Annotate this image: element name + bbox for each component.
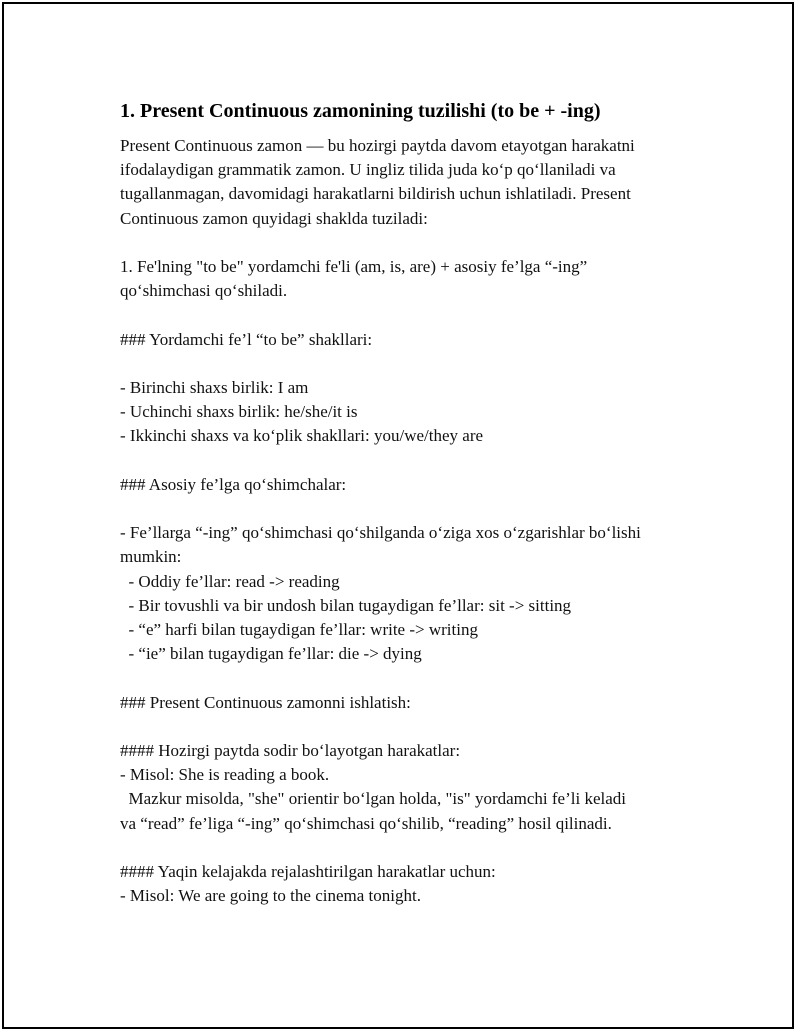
text-line: qo‘shimchasi qo‘shiladi. (120, 281, 288, 301)
text-line: Mazkur misolda, "she" orientir bo‘lgan holda, "is" yordamchi fe’li keladi (120, 789, 626, 809)
text-line: - Ikkinchi shaxs va ko‘plik shakllari: you/we/they are (120, 426, 484, 446)
text-line: - Birinchi shaxs birlik: I am (120, 377, 309, 397)
text-line: ifodalaydigan grammatik zamon. U ingliz tilida juda ko‘p qo‘llaniladi va (120, 160, 616, 180)
text-line: ### Yordamchi fe’l “to be” shakllari: (120, 329, 373, 349)
text-line: - Bir tovushli va bir undosh bilan tugaydigan fe’llar: sit -> sitting (120, 595, 572, 615)
text-line: - Fe’llarga “-ing” qo‘shimchasi qo‘shilganda o‘ziga xos o‘zgarishlar bo‘lishi (120, 523, 641, 543)
text-line: tugallanmagan, davomidagi harakatlarni bildirish uchun ishlatiladi. Present (120, 184, 631, 204)
blank-line (120, 449, 700, 473)
text-line: - Misol: She is reading a book. (120, 765, 330, 785)
document-body (120, 98, 700, 908)
blank-line (120, 666, 700, 690)
text-line: va “read” fe’liga “-ing” qo‘shimchasi qo‘shilib, “reading” hosil qilinadi. (120, 813, 612, 833)
blank-line (120, 836, 700, 860)
page (2, 2, 794, 1029)
text-line: #### Hozirgi paytda sodir bo‘layotgan harakatlar: (120, 740, 461, 760)
text-line: Continuous zamon quyidagi shaklda tuziladi: (120, 208, 428, 228)
text-line: - “ie” bilan tugaydigan fe’llar: die -> dying (120, 644, 422, 664)
document-text (120, 134, 700, 908)
blank-line (120, 715, 700, 739)
text-line: - Misol: We are going to the cinema tonight. (120, 886, 421, 906)
text-line: mumkin: (120, 547, 182, 567)
blank-line (120, 231, 700, 255)
text-line: Present Continuous zamon — bu hozirgi paytda davom etayotgan harakatni (120, 136, 635, 155)
blank-line (120, 352, 700, 376)
text-line: ### Present Continuous zamonni ishlatish: (120, 692, 411, 712)
text-line: #### Yaqin kelajakda rejalashtirilgan harakatlar uchun: (120, 861, 496, 881)
text-line: - “e” harfi bilan tugaydigan fe’llar: write -> writing (120, 619, 478, 639)
document-heading: 1. Present Continuous zamonining tuzilishi (to be + -ing) (120, 100, 601, 122)
blank-line (120, 497, 700, 521)
text-line: - Oddiy fe’llar: read -> reading (120, 571, 340, 591)
text-line: - Uchinchi shaxs birlik: he/she/it is (120, 402, 358, 422)
text-line: ### Asosiy fe’lga qo‘shimchalar: (120, 474, 347, 494)
blank-line (120, 303, 700, 327)
text-line: 1. Fe'lning "to be" yordamchi fe'li (am, is, are) + asosiy fe’lga “-ing” (120, 257, 588, 276)
